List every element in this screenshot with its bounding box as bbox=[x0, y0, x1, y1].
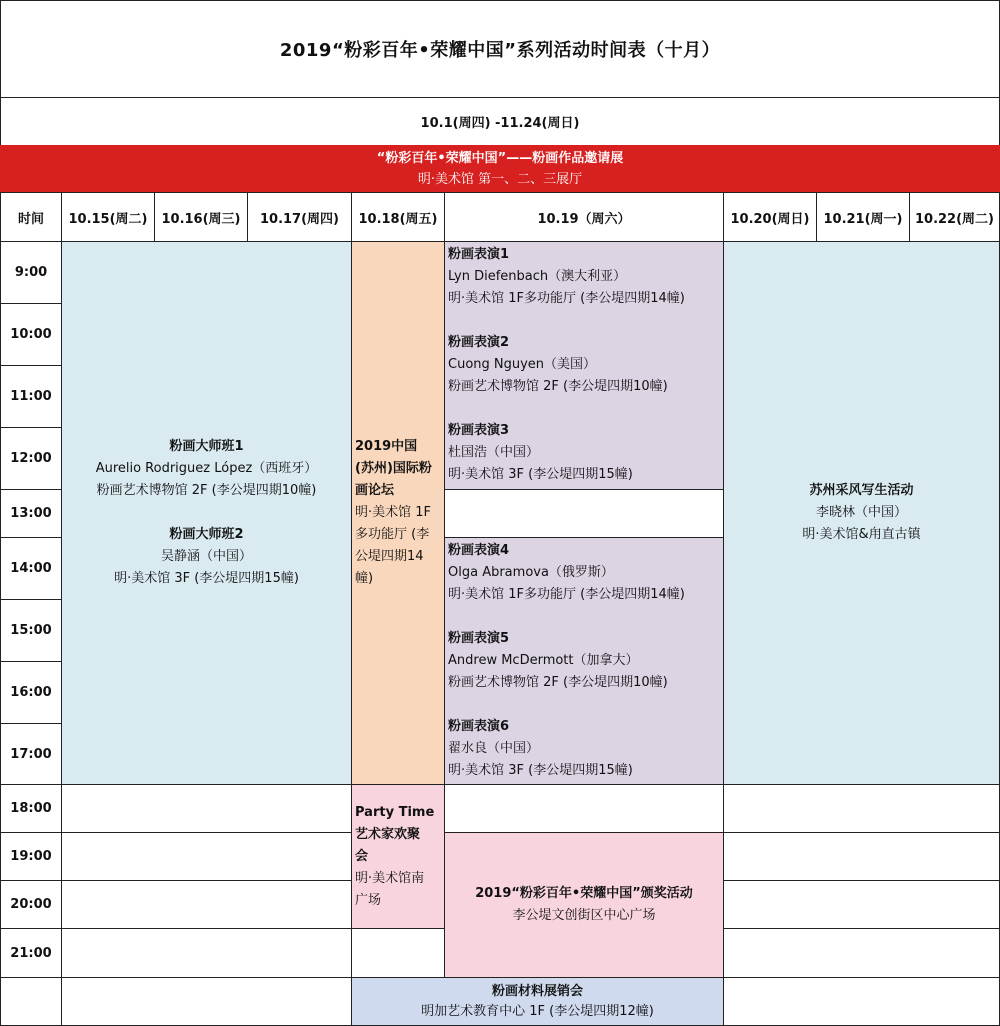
time-slot: 21:00 bbox=[0, 928, 62, 978]
empty-cell bbox=[723, 784, 1000, 833]
party-title-line: Party Time bbox=[355, 804, 435, 820]
masterclass-1-person: Aurelio Rodriguez López（西班牙） bbox=[95, 461, 318, 476]
performance-place: 粉画艺术博物馆 2F (李公堤四期10幢) bbox=[448, 675, 668, 690]
party-place-line: 广场 bbox=[355, 892, 382, 908]
performance-person: Lyn Diefenbach（澳大利亚） bbox=[448, 269, 627, 284]
performance-place: 明·美术馆 1F多功能厅 (李公堤四期14幢) bbox=[448, 291, 685, 306]
header-10-22: 10.22(周二) bbox=[909, 192, 1000, 242]
sketch-activity-block bbox=[723, 241, 1000, 785]
time-slot: 20:00 bbox=[0, 880, 62, 929]
performance-title: 粉画表演3 bbox=[448, 423, 510, 438]
time-slot: 18:00 bbox=[0, 784, 62, 833]
performance-person: 杜国浩（中国） bbox=[448, 445, 540, 460]
empty-cell bbox=[444, 489, 724, 538]
award-place: 李公堤文创街区中心广场 bbox=[512, 908, 656, 923]
forum-title-line: (苏州)国际粉 bbox=[355, 461, 432, 476]
performance-place: 明·美术馆 3F (李公堤四期15幢) bbox=[448, 763, 633, 778]
empty-cell bbox=[444, 784, 724, 833]
award-title: 2019“粉彩百年•荣耀中国”颁奖活动 bbox=[475, 886, 693, 901]
time-slot: 9:00 bbox=[0, 241, 62, 304]
performance-person: Cuong Nguyen（美国） bbox=[448, 357, 597, 372]
header-10-20: 10.20(周日) bbox=[723, 192, 817, 242]
empty-cell bbox=[61, 784, 352, 833]
masterclass-2-title: 粉画大师班2 bbox=[169, 527, 244, 542]
performance-person: Olga Abramova（俄罗斯） bbox=[448, 565, 614, 580]
sketch-title: 苏州采风写生活动 bbox=[809, 483, 914, 498]
date-range: 10.1(周四) -11.24(周日) bbox=[0, 97, 1000, 146]
banner-title: “粉彩百年•荣耀中国”——粉画作品邀请展 bbox=[376, 151, 624, 166]
performance-person: Andrew McDermott（加拿大） bbox=[448, 653, 639, 668]
performance-item bbox=[448, 244, 721, 310]
performance-block-morning bbox=[444, 241, 724, 490]
time-slot: 19:00 bbox=[0, 832, 62, 881]
performance-place: 明·美术馆 3F (李公堤四期15幢) bbox=[448, 467, 633, 482]
performance-item bbox=[448, 716, 721, 782]
performance-item bbox=[448, 540, 721, 606]
time-slot: 14:00 bbox=[0, 537, 62, 600]
party-place-line: 明·美术馆南 bbox=[355, 870, 425, 886]
masterclass-block bbox=[61, 241, 352, 785]
masterclass-2-person: 吴静涵（中国） bbox=[160, 549, 252, 564]
empty-cell bbox=[61, 880, 352, 929]
performance-person: 翟水良（中国） bbox=[448, 741, 540, 756]
forum-place-line: 明·美术馆 1F bbox=[355, 505, 432, 520]
masterclass-1-place: 粉画艺术博物馆 2F (李公堤四期10幢) bbox=[96, 483, 317, 498]
header-time: 时间 bbox=[0, 192, 62, 242]
performance-title: 粉画表演2 bbox=[448, 335, 510, 350]
empty-cell bbox=[723, 977, 1000, 1026]
performance-title: 粉画表演4 bbox=[448, 543, 510, 558]
performance-title: 粉画表演5 bbox=[448, 631, 510, 646]
time-slot-empty bbox=[0, 977, 62, 1026]
masterclass-2-place: 明·美术馆 3F (李公堤四期15幢) bbox=[114, 571, 299, 586]
forum-title-line: 2019中国 bbox=[355, 439, 418, 454]
sketch-place: 明·美术馆&甪直古镇 bbox=[802, 527, 921, 542]
performance-title: 粉画表演1 bbox=[448, 247, 510, 262]
award-block bbox=[444, 832, 724, 978]
performance-item bbox=[448, 628, 721, 694]
time-slot: 17:00 bbox=[0, 723, 62, 785]
forum-place-line: 幢) bbox=[355, 571, 374, 586]
header-10-17: 10.17(周四) bbox=[247, 192, 352, 242]
time-slot: 10:00 bbox=[0, 303, 62, 366]
forum-block bbox=[351, 241, 445, 785]
empty-cell bbox=[723, 928, 1000, 978]
performance-title: 粉画表演6 bbox=[448, 719, 510, 734]
party-title-line: 会 bbox=[355, 848, 369, 864]
empty-cell bbox=[61, 977, 352, 1026]
header-10-21: 10.21(周一) bbox=[816, 192, 910, 242]
materials-place: 明加艺术教育中心 1F (李公堤四期12幢) bbox=[421, 1003, 654, 1019]
performance-item bbox=[448, 420, 721, 486]
sketch-person: 李晓林（中国） bbox=[815, 505, 907, 520]
banner-venue: 明·美术馆 第一、二、三展厅 bbox=[417, 172, 583, 187]
time-slot: 16:00 bbox=[0, 661, 62, 724]
header-10-16: 10.16(周三) bbox=[154, 192, 248, 242]
materials-fair-block bbox=[351, 977, 724, 1026]
empty-cell bbox=[723, 880, 1000, 929]
page-title: 2019“粉彩百年•荣耀中国”系列活动时间表（十月） bbox=[0, 0, 1000, 98]
performance-place: 明·美术馆 1F多功能厅 (李公堤四期14幢) bbox=[448, 587, 685, 602]
performance-item bbox=[448, 332, 721, 398]
forum-place-line: 公堤四期14 bbox=[355, 549, 424, 564]
header-10-15: 10.15(周二) bbox=[61, 192, 155, 242]
empty-cell bbox=[723, 832, 1000, 881]
empty-cell bbox=[61, 928, 352, 978]
materials-title: 粉画材料展销会 bbox=[491, 983, 583, 999]
header-10-19: 10.19（周六） bbox=[444, 192, 724, 242]
forum-title-line: 画论坛 bbox=[355, 483, 395, 498]
time-slot: 12:00 bbox=[0, 427, 62, 490]
exhibition-banner bbox=[0, 145, 1000, 193]
forum-place-line: 多功能厅 (李 bbox=[355, 527, 430, 542]
time-slot: 13:00 bbox=[0, 489, 62, 538]
party-title-line: 艺术家欢聚 bbox=[355, 826, 421, 842]
party-block bbox=[351, 784, 445, 929]
performance-place: 粉画艺术博物馆 2F (李公堤四期10幢) bbox=[448, 379, 668, 394]
performance-block-afternoon bbox=[444, 537, 724, 785]
time-slot: 11:00 bbox=[0, 365, 62, 428]
time-slot: 15:00 bbox=[0, 599, 62, 662]
masterclass-1-title: 粉画大师班1 bbox=[169, 439, 244, 454]
header-10-18: 10.18(周五) bbox=[351, 192, 445, 242]
empty-cell bbox=[351, 928, 445, 978]
empty-cell bbox=[61, 832, 352, 881]
